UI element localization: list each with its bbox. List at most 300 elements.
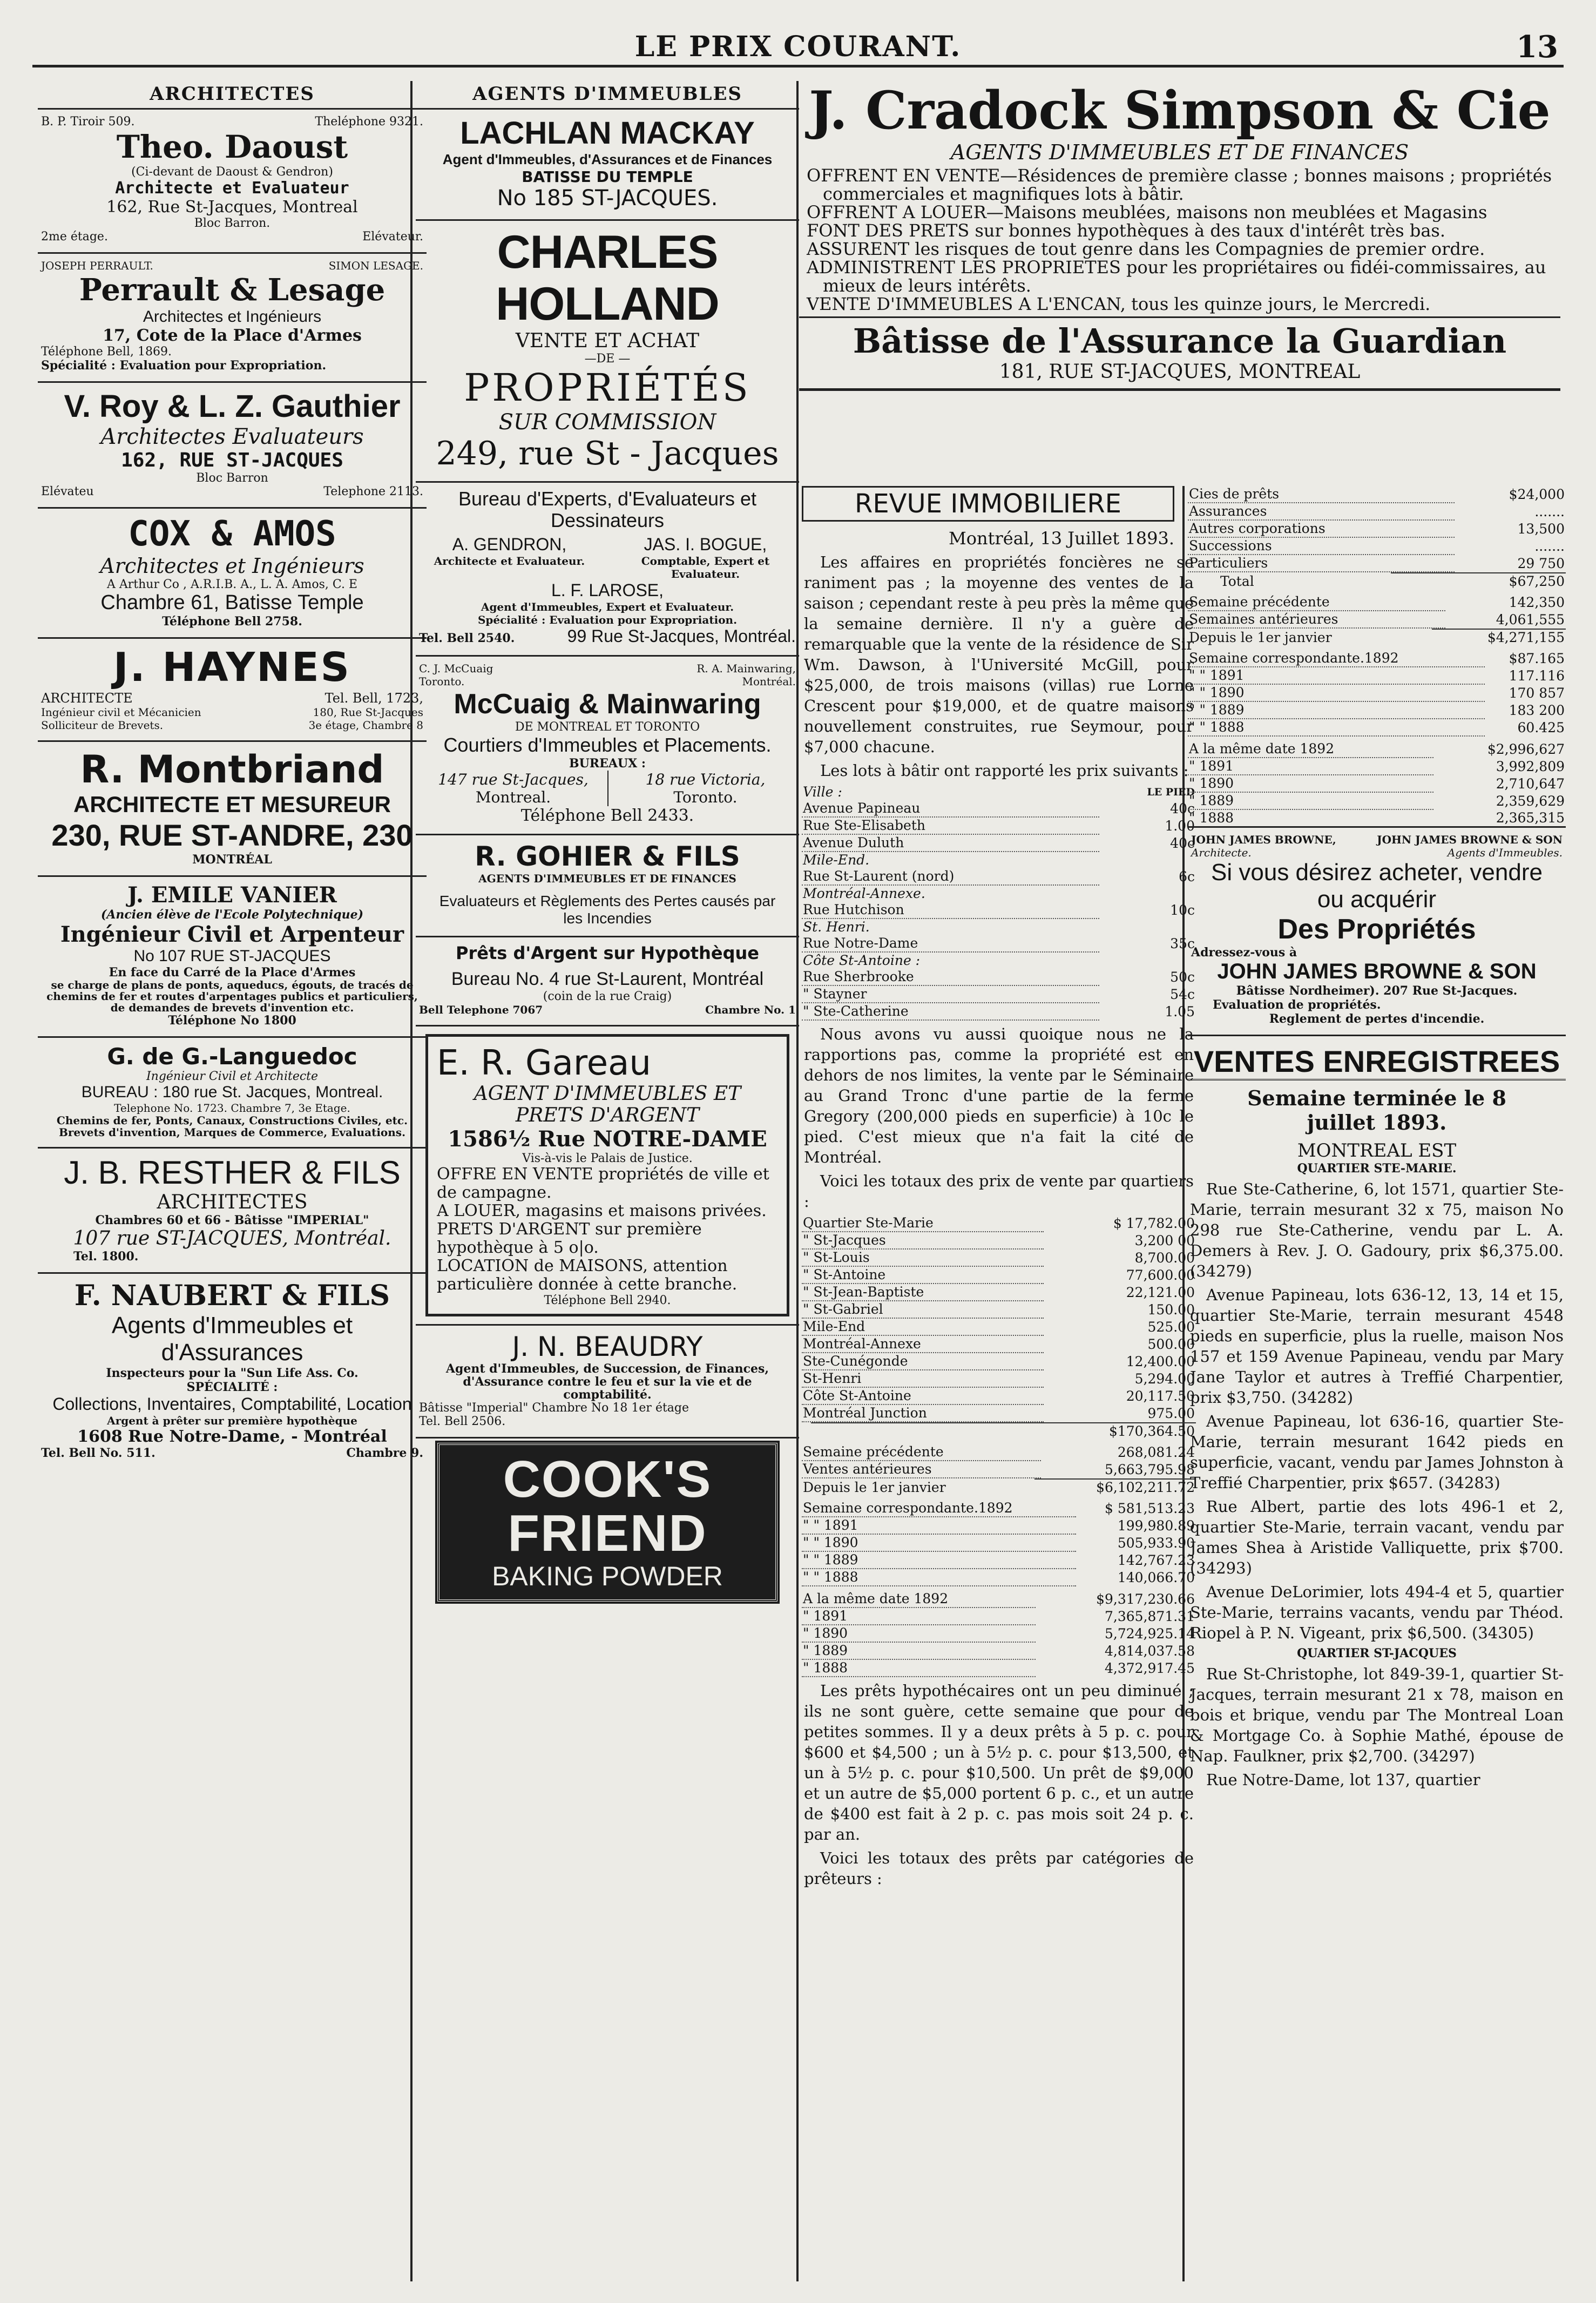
ad-address: Bâtisse "Imperial" Chambre No 18 1er étage <box>419 1401 689 1415</box>
table-cell: " St-Jean-Baptiste <box>802 1284 1044 1301</box>
table-row <box>802 1569 1196 1586</box>
table-cell: 13,500 <box>1517 521 1565 537</box>
table-cell <box>1099 952 1196 969</box>
ad-role: ARCHITECTE <box>41 691 133 706</box>
ad-name: J. HAYNES <box>113 644 351 691</box>
table-row <box>1188 555 1566 572</box>
table-cell: " Stayner <box>802 985 1099 1003</box>
ad-text: L. F. LAROSE, <box>551 580 664 600</box>
ad-text: Bloc Barron <box>196 471 268 485</box>
article-date: Montréal, 13 Juillet 1893. <box>949 528 1174 549</box>
sale-entry: Avenue Papineau, lot 636-16, quartier Ste-Marie, terrain mesurant 1642 pieds en superficie, vacant, vendu par James Johnston à Treffié Charpentier, prix $657. (34283) <box>1190 1412 1564 1492</box>
ad-text: Toronto. <box>419 675 465 688</box>
table-cell: " " 1888 <box>802 1569 1076 1586</box>
table-cell: 3,992,809 <box>1496 759 1565 774</box>
table-cell: " St-Gabriel <box>802 1301 1044 1318</box>
ad-text: Bell Telephone 7067 <box>419 1003 543 1016</box>
table-cell: Avenue Papineau <box>802 800 1099 817</box>
table-cell: 5,294.00 <box>1134 1371 1195 1387</box>
table-cell: 199,980.89 <box>1117 1518 1195 1534</box>
table-cell: " 1888 <box>1188 809 1433 827</box>
table-cell: $67,250 <box>1391 573 1566 590</box>
table-cell: Assurances <box>1188 503 1455 520</box>
ad-lines <box>807 166 1553 313</box>
ad-text: Vis-à-vis le Palais de Justice. <box>522 1152 693 1165</box>
column-ventes <box>1188 486 1566 2287</box>
page-header <box>32 27 1564 67</box>
ad-text: Téléphone Bell 2940. <box>544 1294 671 1307</box>
loans-table <box>1188 741 1566 828</box>
ad-name: LACHLAN MACKAY <box>460 116 755 151</box>
ad-text: Si vous désirez acheter, vendre <box>1211 859 1543 886</box>
table-cell: 140,066.70 <box>1117 1570 1195 1585</box>
sale-entry: Rue Notre-Dame, lot 137, quartier <box>1206 1771 1480 1789</box>
table-row <box>802 817 1196 834</box>
ad-address: 249, rue St - Jacques <box>436 435 779 472</box>
table-head: Ville : <box>803 784 842 800</box>
table-cell: Semaines antérieures <box>1188 611 1445 628</box>
ad-role: ARCHITECTE ET MESUREUR <box>73 792 391 817</box>
section-heading: AGENTS D'IMMEUBLES <box>416 81 799 110</box>
ad-text: OFFRE EN VENTE propriétés de ville et de campagne. <box>437 1165 769 1202</box>
ad-name: E. R. Gareau <box>437 1043 651 1083</box>
table-cell: " " 1890 <box>802 1534 1076 1551</box>
ad-text: Tel. Bell, 1723, <box>324 691 423 706</box>
ad-text: BAKING POWDER <box>492 1561 723 1591</box>
section-subheading: QUARTIER STE-MARIE. <box>1297 1161 1457 1176</box>
table-cell: " St-Louis <box>802 1249 1044 1266</box>
table-cell: Ste-Cunégonde <box>802 1353 1044 1370</box>
ad-text: B. P. Tiroir 509. <box>41 115 135 129</box>
table-row <box>802 985 1196 1003</box>
ad-text: Architecte. <box>1191 846 1252 859</box>
table-cell <box>1099 885 1196 902</box>
table-cell: " 1889 <box>1188 792 1433 809</box>
ad-text: Agents d'Immeubles. <box>1447 846 1563 859</box>
section-subheading: MONTREAL EST <box>1297 1140 1457 1161</box>
ad-name: J. Cradock Simpson & Cie <box>809 81 1551 141</box>
table-cell: Autres corporations <box>1188 520 1455 537</box>
table-cell: 35c <box>1170 936 1195 951</box>
ad-text: Evaluateurs et Règlements des Pertes causés par les Incendies <box>439 893 776 927</box>
ad-address: 162, RUE ST-JACQUES <box>121 449 343 471</box>
table-row <box>802 1444 1196 1461</box>
ad-address: No 107 RUE ST-JACQUES <box>133 947 331 965</box>
table-row <box>802 1353 1196 1370</box>
ad-text: A. GENDRON, <box>452 535 567 554</box>
table-row <box>802 1335 1196 1353</box>
table-cell: Côte St-Antoine <box>802 1387 1044 1404</box>
ad-cooks-friend <box>437 1443 777 1602</box>
ad-text: Montreal. <box>475 788 551 806</box>
table-cell: 268,081.24 <box>1117 1444 1195 1460</box>
ad-text: ou acquérir <box>1317 886 1437 913</box>
column-revue <box>802 486 1196 2287</box>
table-row <box>1188 667 1566 684</box>
ad-text: Spécialité : Evaluation pour Expropriation. <box>477 613 738 626</box>
ad-role: Courtiers d'Immeubles et Placements. <box>443 734 772 756</box>
article-paragraph: Nous avons vu aussi quoique nous ne la rapportions pas, comme la propriété est en dehors de nos limites, la vente par le Séminaire au Grand Tronc d'une partie de la ferme Gregory (200,000 pieds en superficie) à 10c le pied. C'est mieux que n'a fait la cité de Montréal. <box>804 1025 1194 1166</box>
ad-name: J. B. RESTHER & FILS <box>64 1154 401 1191</box>
table-cell: " Ste-Catherine <box>802 1003 1099 1020</box>
ad-role: Ingénieur Civil et Arpenteur <box>60 922 404 947</box>
table-cell: 40c <box>1170 801 1195 816</box>
table-row <box>802 1461 1196 1478</box>
table-cell: 4,061,555 <box>1496 612 1565 627</box>
table-row <box>802 852 1196 868</box>
table-cell: 4,372,917.45 <box>1105 1660 1195 1676</box>
ad-address: 1608 Rue Notre-Dame, - Montréal <box>77 1427 387 1446</box>
ad-vanier <box>38 877 427 1038</box>
ad-address: 17, Cote de la Place d'Armes <box>103 326 362 345</box>
table-row <box>802 1266 1196 1284</box>
ad-beaudry <box>416 1324 799 1438</box>
table-cell: Ventes antérieures <box>802 1461 1041 1478</box>
table-cell: " 1889 <box>802 1642 1036 1659</box>
table-cell: $170,364.50 <box>811 1423 1196 1440</box>
ad-line: OFFRENT A LOUER—Maisons meublées, maisons non meublées et Magasins <box>807 202 1487 222</box>
loans-total <box>1188 572 1566 590</box>
ad-prets-argent <box>416 937 799 1026</box>
ad-text: BUREAUX : <box>569 757 646 771</box>
ad-role: Ingénieur Civil et Architecte <box>146 1070 319 1083</box>
sale-entry: Rue St-Christophe, lot 849-39-1, quartier St-Jacques, terrain mesurant 21 x 78, maison en bois et brique, vendu par The Montreal Loan & Mortgage Co. à Sophie Mathé, épouse de Nap. Faulkner, prix $2,700. (34297) <box>1190 1665 1564 1765</box>
table-cell: Rue Ste-Elisabeth <box>802 817 1099 834</box>
table-cell <box>1099 852 1196 868</box>
table-cell: " " 1891 <box>1188 667 1485 684</box>
loans-table <box>1188 594 1566 629</box>
ad-text: C. J. McCuaig <box>419 662 493 675</box>
ad-role: Agents d'Immeubles et d'Assurances <box>111 1312 353 1366</box>
table-cell: " 1891 <box>1188 758 1433 775</box>
table-cell: " 1890 <box>802 1625 1036 1642</box>
ad-text: se charge de plans de ponts, aqueducs, égouts, de tracés de chemins de fer et routes d'arpentages publics et particuliers, de demandes de brevets d'invention etc. <box>46 978 418 1014</box>
table-cell: Semaine correspondante.1892 <box>802 1500 1076 1517</box>
table-row <box>802 1003 1196 1020</box>
table-cell: A la même date 1892 <box>802 1591 1036 1608</box>
table-cell: A la même date 1892 <box>1188 741 1433 758</box>
ad-perrault-lesage <box>38 254 427 383</box>
table-cell: Montréal-Annexe <box>802 1335 1044 1353</box>
ad-text: Chambre 9. <box>346 1446 423 1460</box>
table-row <box>802 1642 1196 1659</box>
ad-text: 180, Rue St-Jacques <box>313 706 423 719</box>
table-row <box>1188 741 1566 758</box>
table-cell: " 1891 <box>802 1608 1036 1625</box>
ad-text: Bloc Barron. <box>194 217 270 230</box>
ad-text: 2me étage. <box>41 230 108 244</box>
ad-text: 147 rue St-Jacques, <box>438 771 589 788</box>
table-cell: 117.116 <box>1509 668 1565 684</box>
table-cell: St-Henri <box>802 1370 1044 1387</box>
ad-text: Téléphone Bell, 1869. <box>41 345 172 359</box>
ad-haynes <box>38 639 427 742</box>
table-row <box>1188 650 1566 667</box>
table-row <box>1188 611 1566 628</box>
ventes-list <box>1188 1179 1566 1643</box>
table-cell: 142,350 <box>1509 595 1565 610</box>
table-row <box>802 1591 1196 1608</box>
table-row <box>802 919 1196 935</box>
ad-text: Tel. Bell 2506. <box>419 1415 506 1428</box>
ad-line: OFFRENT EN VENTE—Résidences de première classe ; bonnes maisons ; propriétés commerciales et magnifiques lots à bâtir. <box>807 165 1552 204</box>
ad-name: COX & AMOS <box>128 514 336 554</box>
table-cell: 150.00 <box>1147 1302 1195 1318</box>
ad-name: McCuaig & Mainwaring <box>454 688 761 720</box>
table-head: LE PIED <box>1147 786 1195 798</box>
ad-text: Chambre No. 1 <box>705 1003 796 1016</box>
ad-text: Reglement de pertes d'incendie. <box>1269 1012 1485 1026</box>
table-cell: St. Henri. <box>803 919 870 935</box>
sales-table <box>802 1444 1196 1478</box>
article-paragraph: Voici les totaux des prêts par catégories de prêteurs : <box>804 1849 1194 1888</box>
table-cell: 60.425 <box>1517 720 1565 735</box>
table-row <box>802 1249 1196 1266</box>
table-cell: 50c <box>1170 969 1195 985</box>
ad-name: COOK'S FRIEND <box>503 1450 712 1562</box>
ad-daoust <box>38 110 427 254</box>
table-row <box>802 1284 1196 1301</box>
ad-role: Architectes Evaluateurs <box>100 424 364 449</box>
table-cell <box>1099 919 1196 935</box>
ad-text: Theléphone 9321. <box>315 115 423 129</box>
ad-montbriand <box>38 742 427 877</box>
table-cell: " 1888 <box>802 1659 1036 1677</box>
ad-role: Architecte et Evaluateur <box>115 179 349 198</box>
ad-role: AGENTS D'IMMEUBLES ET DE FINANCES <box>950 140 1409 164</box>
table-cell: 6c <box>1179 869 1195 884</box>
table-row <box>1188 594 1566 611</box>
table-row <box>802 1500 1196 1517</box>
ad-text: Téléphone No 1800 <box>168 1014 296 1028</box>
ad-text: SPÉCIALITÉ : <box>186 1380 278 1394</box>
table-cell: 54c <box>1170 987 1195 1002</box>
lots-table <box>802 784 1196 1021</box>
ad-text: JOHN JAMES BROWNE, <box>1191 833 1336 846</box>
table-cell: 170 857 <box>1509 685 1565 701</box>
section-heading: ARCHITECTES <box>38 81 427 110</box>
ad-text: DE MONTREAL ET TORONTO <box>515 720 700 734</box>
table-cell: $ 581,513.23 <box>1105 1501 1195 1516</box>
table-cell: Semaine correspondante.1892 <box>1188 650 1485 667</box>
table-row <box>802 1534 1196 1551</box>
ad-text: Inspecteurs pour la "Sun Life Ass. Co. <box>106 1366 359 1380</box>
ad-text: BATISSE DU TEMPLE <box>522 168 693 186</box>
ad-text: Agent d'Immeubles, Expert et Evaluateur. <box>481 600 734 613</box>
table-cell: " St-Jacques <box>802 1232 1044 1249</box>
table-row <box>802 969 1196 985</box>
ad-name: V. Roy & L. Z. Gauthier <box>64 389 401 424</box>
ad-gareau <box>425 1034 789 1316</box>
table-row <box>802 1517 1196 1534</box>
ad-address: 230, RUE ST-ANDRE, 230 <box>51 818 413 852</box>
sale-entry: Rue Albert, partie des lots 496-1 et 2, quartier Ste-Marie, terrain vacant, vendu par James Shea à Aristide Valliquette, prix $700. (34293) <box>1190 1497 1564 1577</box>
ad-roy-gauthier <box>38 383 427 509</box>
article-title: REVUE IMMOBILIERE <box>802 486 1174 522</box>
table-cell: 4,814,037.58 <box>1105 1643 1195 1659</box>
ad-address: Bureau No. 4 rue St-Laurent, Montréal <box>451 969 764 989</box>
ad-address: No 185 ST-JACQUES. <box>497 186 718 211</box>
ad-text: SUR COMMISSION <box>498 410 716 435</box>
ad-text: SIMON LESAGE. <box>328 259 423 272</box>
table-cell: $87.165 <box>1509 651 1565 666</box>
table-cell: Successions <box>1188 537 1455 555</box>
publication-title: LE PRIX COURANT. <box>634 30 962 63</box>
ad-role: AGENT D'IMMEUBLES ET PRETS D'ARGENT <box>474 1083 741 1126</box>
ventes-list <box>1188 1664 1566 1790</box>
table-cell: ....... <box>1534 504 1565 519</box>
article-paragraph: Voici les totaux des prix de vente par quartiers : <box>804 1172 1194 1211</box>
ad-address: 1586½ Rue NOTRE-DAME <box>448 1126 767 1152</box>
sales-total <box>802 1422 1196 1440</box>
table-cell: 183 200 <box>1509 703 1565 718</box>
sale-entry: Avenue DeLorimier, lots 494-4 et 5, quartier Ste-Marie, terrains vacants, vendu par Théod. Riopel à P. N. Vigeant, prix $6,500. (34305) <box>1190 1583 1564 1642</box>
ad-role: Architectes et Ingénieurs <box>100 554 364 578</box>
table-row <box>802 1659 1196 1677</box>
table-cell: 5,663,795.98 <box>1105 1462 1195 1477</box>
ad-line: FONT DES PRETS sur bonnes hypothèques à des taux d'intérêt très bas. <box>807 220 1446 241</box>
article-paragraph: Les prêts hypothécaires ont un peu diminué ; ils ne sont guère, cette semaine que pour de petites sommes. Il y a deux prêts à 5 p. c. pour $600 et $4,500 ; un à 5½ p. c. pour $13,500, et un à 5½ p. c. pour $10,500. Un prêt de $9,000 et un autre de $5,000 portent 6 p. c., et un autre de $400 est fait à 2 p. c. pas mois soit 24 p. c. par an. <box>804 1681 1194 1843</box>
table-cell: 22,121.00 <box>1126 1285 1195 1300</box>
table-row <box>802 1318 1196 1335</box>
ad-text: Toronto. <box>673 788 738 806</box>
ad-text: Comptable, Expert et Evaluateur. <box>641 555 770 580</box>
ad-text: Architecte et Evaluateur. <box>434 555 585 568</box>
section-subheading: QUARTIER ST-JACQUES <box>1297 1646 1457 1660</box>
ad-text: (Ci-devant de Daoust & Gendron) <box>131 165 333 179</box>
ad-text: Spécialité : Evaluation pour Expropriation. <box>41 359 327 373</box>
loans-table <box>1188 486 1566 572</box>
table-cell: Rue Sherbrooke <box>802 969 1099 985</box>
ad-text: JOSEPH PERRAULT. <box>41 259 153 272</box>
ad-holland <box>416 221 799 483</box>
table-cell: Rue Hutchison <box>802 902 1099 919</box>
table-cell: " " 1891 <box>802 1517 1076 1534</box>
table-cell: Total <box>1220 573 1254 589</box>
ad-text: Montréal. <box>742 675 796 688</box>
table-cell: 2,365,315 <box>1496 810 1565 826</box>
table-row <box>1188 809 1566 827</box>
ad-line: ADMINISTRENT LES PROPRIETES pour les propriétaires ou fidéi-commissaires, au mieux de leurs intérêts. <box>807 257 1546 296</box>
ad-cox-amos <box>38 509 427 639</box>
table-cell: Semaine précédente <box>1188 594 1445 611</box>
table-cell: ....... <box>1534 538 1565 554</box>
table-cell: 77,600.00 <box>1126 1267 1195 1283</box>
table-row <box>1188 775 1566 792</box>
table-row <box>1188 701 1566 719</box>
table-row <box>802 902 1196 919</box>
table-cell: Particuliers <box>1188 555 1455 572</box>
table-cell: 2,710,647 <box>1496 776 1565 792</box>
ad-text: Elévateu <box>41 485 94 498</box>
ad-text: Argent à prêter sur première hypothèque <box>107 1414 357 1427</box>
ad-address: BUREAU : 180 rue St. Jacques, Montreal. <box>81 1083 383 1101</box>
page-number: 13 <box>1516 29 1558 65</box>
ad-languedoc <box>38 1038 427 1149</box>
ad-building: Bâtisse de l'Assurance la Guardian <box>799 316 1560 361</box>
table-cell: Mile-End <box>802 1318 1044 1335</box>
sales-table <box>802 1500 1196 1586</box>
ad-text: Solliciteur de Brevets. <box>41 719 164 732</box>
section-subheading: Semaine terminée le 8 juillet 1893. <box>1247 1086 1506 1134</box>
ad-browne <box>1188 828 1566 1036</box>
table-cell: $9,317,230.66 <box>1096 1591 1195 1607</box>
ad-line: ASSURENT les risques de tout genre dans les Compagnies de premier ordre. <box>807 239 1485 259</box>
table-cell: " 1890 <box>1188 775 1433 792</box>
ad-text: JAS. I. BOGUE, <box>644 535 767 554</box>
ad-text: En face du Carré de la Place d'Armes <box>109 965 356 980</box>
ad-text: Adressez-vous à <box>1191 945 1297 960</box>
table-row <box>802 885 1196 902</box>
table-row <box>802 800 1196 817</box>
ad-name: J. N. BEAUDRY <box>512 1331 703 1362</box>
ad-text: Des Propriétés <box>1277 914 1476 945</box>
ad-text: Agent d'Immeubles, de Succession, de Finances, d'Assurance contre le feu et sur la vie et de comptabilité. <box>445 1362 769 1402</box>
ad-text: R. A. Mainwaring, <box>696 662 796 675</box>
ad-name: G. de G.-Languedoc <box>107 1043 357 1070</box>
table-cell: " " 1888 <box>1188 719 1485 736</box>
ad-name: Prêts d'Argent sur Hypothèque <box>456 943 759 963</box>
ad-text: Chemins de fer, Ponts, Canaux, Constructions Civiles, etc. Brevets d'invention, Marques de Commerce, Evaluations. <box>56 1114 408 1139</box>
table-cell: " " 1890 <box>1188 684 1485 701</box>
sales-table <box>802 1215 1196 1422</box>
ad-gohier <box>416 835 799 937</box>
ventes-section <box>1188 1044 1566 1790</box>
table-row <box>1188 486 1566 503</box>
ad-text: 18 rue Victoria, <box>645 771 766 788</box>
table-row <box>802 1387 1196 1404</box>
ad-text: —DE — <box>584 352 631 366</box>
ad-name: JOHN JAMES BROWNE & SON <box>1217 960 1537 983</box>
ad-resther <box>38 1149 427 1274</box>
table-cell: $4,271,155 <box>1432 629 1566 646</box>
table-row <box>802 952 1196 969</box>
table-cell: 20,117.50 <box>1126 1388 1195 1404</box>
table-cell: 975.00 <box>1147 1406 1195 1421</box>
table-cell: Côte St-Antoine : <box>803 953 921 968</box>
table-row <box>802 1625 1196 1642</box>
table-cell: 2,359,629 <box>1496 793 1565 809</box>
sale-entry: Avenue Papineau, lots 636-12, 13, 14 et 15, quartier Ste-Marie, terrain mesurant 4548 pieds en superficie, plus la ruelle, maison Nos 157 et 159 Avenue Papineau, vendu par Mary Jane Taylor et autres à Treffié Charpentier, prix $3,750. (34282) <box>1190 1286 1564 1407</box>
table-cell: 29 750 <box>1517 556 1565 571</box>
ad-text: PROPRIÉTÉS <box>464 366 751 410</box>
table-row <box>1188 520 1566 537</box>
ad-text: Evaluation de propriétés. <box>1213 998 1381 1012</box>
table-cell: " St-Antoine <box>802 1266 1044 1284</box>
ad-name: Theo. Daoust <box>116 129 348 165</box>
table-row <box>802 1370 1196 1387</box>
ad-role: Architectes et Ingénieurs <box>143 308 322 326</box>
ad-text: Tel. Bell No. 511. <box>41 1446 155 1460</box>
table-cell: Semaine précédente <box>802 1444 1041 1461</box>
section-heading: VENTES ENREGISTREES <box>1188 1044 1566 1080</box>
ad-text: Tel. Bell 2540. <box>419 631 515 645</box>
ad-name: F. NAUBERT & FILS <box>74 1279 390 1312</box>
ad-text: JOHN JAMES BROWNE & SON <box>1377 833 1563 846</box>
table-row <box>1188 684 1566 701</box>
table-cell: Depuis le 1er janvier <box>803 1480 946 1495</box>
table-cell: 7,365,871.31 <box>1105 1609 1195 1624</box>
article-paragraph: Les affaires en propriétés foncières ne se raniment pas ; la moyenne des ventes de la saison ; cependant reste à peu près la même que la semaine dernière. Il n'y a guère de remarquable que la vente de la résidence de Sir Wm. Dawson, à l'Université McGill, pour $25,000, de trois maisons (villas) rue Lorne Crescent pour $19,000, et de quatre maisons nouvellement construites, rue Seymour, pour $7,000 chacune. <box>804 553 1194 756</box>
ad-text: PRETS D'ARGENT sur première hypothèque à 5 o|o. <box>437 1220 702 1257</box>
table-row <box>1188 719 1566 736</box>
table-cell: 500.00 <box>1147 1336 1195 1352</box>
ad-text: Chambres 60 et 66 - Bâtisse "IMPERIAL" <box>95 1213 369 1227</box>
table-cell: 8,700.00 <box>1134 1250 1195 1266</box>
ad-text: Elévateur. <box>362 230 423 244</box>
table-cell: $24,000 <box>1509 487 1565 502</box>
ad-role: Agent d'Immeubles, d'Assurances et de Finances <box>442 151 773 167</box>
